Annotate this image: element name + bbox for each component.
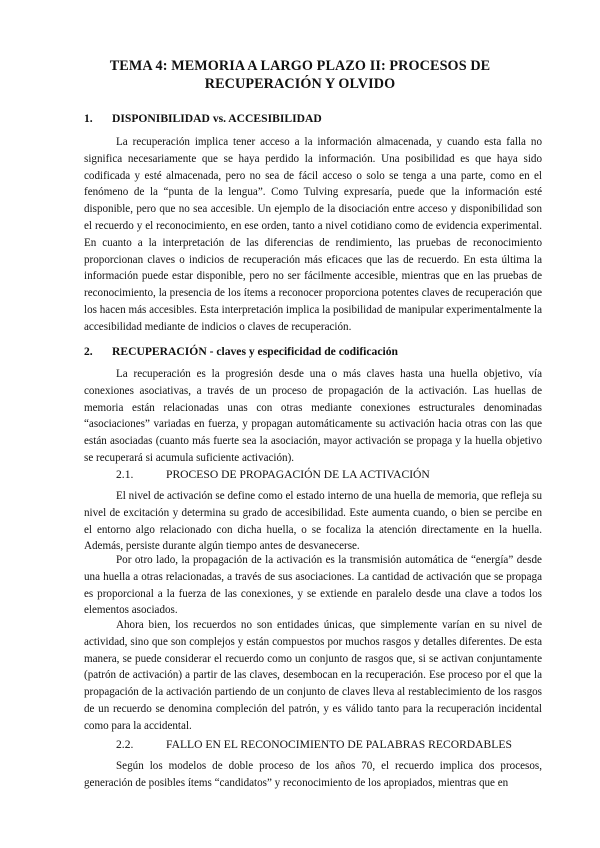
subsection-2-1-paragraph-2: Por otro lado, la propagación de la activación es la transmisión automática de “energía” desde una huella a otras relacionadas, a través de sus asociaciones. La cantidad de activación que se propaga es proporcional a la fuerza de las conexiones, y se extiende en paralelo desde una clave a todos los elementos asociados.	[84, 554, 542, 617]
page-title	[60, 57, 540, 93]
subsection-2-1-number: 2.1.	[116, 468, 134, 481]
title-line-2: RECUPERACIÓN Y OLVIDO	[204, 76, 396, 92]
section-2-paragraph: La recuperación es la progresión desde una o más claves hasta una huella objetivo, vía conexiones asociativas, a través de un proceso de propagación de la activación. Las huellas de memoria están relacionadas unas con otras mediante conexiones estructurales denominadas “asociaciones” variadas en fuerza, y propagan automáticamente su activación hacia otras con las que están asociadas (cuanto más fuerte sea la asociación, mayor activación se propaga y la huella objetivo se recuperará si acumula suficiente activación).	[84, 368, 542, 464]
subsection-2-1-title: PROCESO DE PROPAGACIÓN DE LA ACTIVACIÓN	[166, 468, 430, 481]
subsection-2-2-paragraph: Según los modelos de doble proceso de los años 70, el recuerdo implica dos procesos, generación de posibles ítems “candidatos” y reconocimiento de los apropiados, mientras que en	[84, 760, 542, 789]
subsection-2-2-title: FALLO EN EL RECONOCIMIENTO DE PALABRAS RECORDABLES	[166, 738, 512, 751]
subsection-2-1-paragraph-3: Ahora bien, los recuerdos no son entidades únicas, que simplemente varían en su nivel de actividad, sino que son complejos y están compuestos por muchos rasgos y detalles diferentes. De esta manera, se puede considerar el recuerdo como un conjunto de rasgos que, si se activan conjuntamente (patrón de activación) a partir de las claves, desembocan en la recuperación. Ese proceso por el que la propagación de la activación partiendo de un conjunto de claves lleva al restablecimiento de los rasgos de un recuerdo se denomina compleción del patrón, y es válido tanto para la recuperación incidental como para la accidental.	[84, 619, 542, 732]
subsection-2-1-paragraph-1: El nivel de activación se define como el estado interno de una huella de memoria, que refleja su nivel de excitación y determina su grado de accesibilidad. Este aumenta cuando, o bien se percibe en el entorno algo relacionado con dicha huella, o se focaliza la atención directamente en la huella. Además, persiste durante algún tiempo antes de desvanecerse.	[84, 490, 542, 553]
subsection-2-2-number: 2.2.	[116, 738, 134, 751]
section-2-number: 2.	[84, 345, 93, 358]
section-1-number: 1.	[84, 112, 93, 125]
section-2-title: RECUPERACIÓN - claves y especificidad de codificación	[112, 345, 398, 358]
section-1-paragraph: La recuperación implica tener acceso a la información almacenada, y cuando esta falla no significa necesariamente que se haya perdido la información. Una posibilidad es que haya sido codificada y esté almacenada, pero no sea de fácil acceso o solo se tenga a una parte, como en el fenómeno de la “punta de la lengua”. Como Tulving expresaría, puede que la información esté disponible, pero que no sea accesible. Un ejemplo de la disociación entre acceso y disponibilidad son el recuerdo y el reconocimiento, en ese orden, tanto a nivel cotidiano como de evidencia experimental. En cuanto a la interpretación de las diferencias de rendimiento, las pruebas de reconocimiento proporcionan claves o indicios de recuperación más eficaces que las de recuerdo. En esta última la información puede estar disponible, pero no ser fácilmente accesible, mientras que en las pruebas de reconocimiento, la presencia de los ítems a reconocer proporciona potentes claves de recuperación que los hacen más accesibles. Esta interpretación implica la posibilidad de manipular experimentalmente la accesibilidad mediante de indicios o claves de recuperación.	[84, 136, 542, 333]
title-line-1: TEMA 4: MEMORIA A LARGO PLAZO II: PROCESOS DE	[109, 58, 491, 74]
section-1-title: DISPONIBILIDAD vs. ACCESIBILIDAD	[112, 112, 322, 125]
